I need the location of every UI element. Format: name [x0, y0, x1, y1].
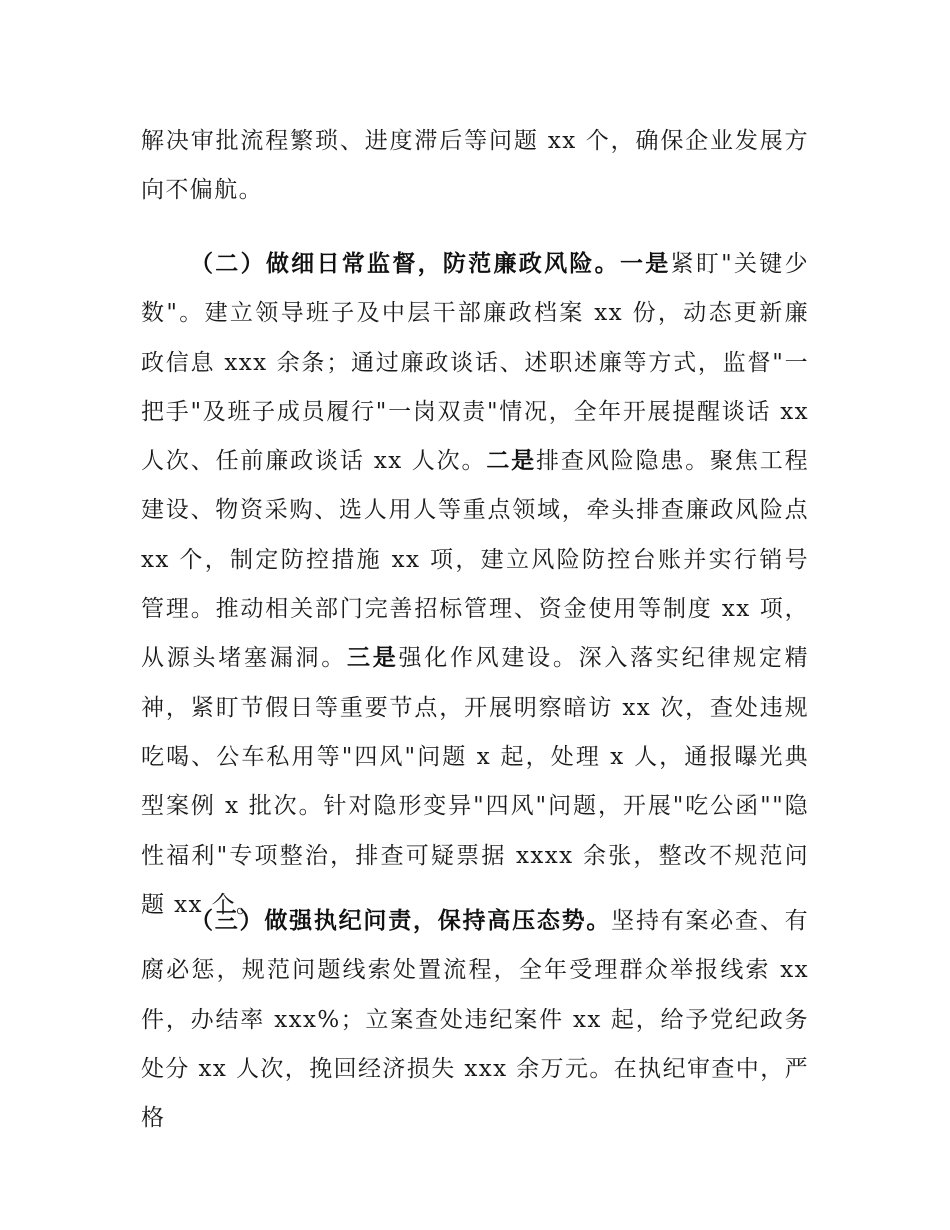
lead-first: 一是 — [619, 251, 671, 277]
section-heading-3: （三）做强执纪问责，保持高压态势。 — [190, 908, 612, 934]
paragraph-continuation — [141, 117, 809, 216]
paragraph-text-first: 紧盯"关键少数"。建立领导班子及中层干部廉政档案 xx 份，动态更新廉政信息 xxx 余条；通过廉政谈话、述职述廉等方式，监督"一把手"及班子成员履行"一岗双责"情况，全年开展提醒谈话 xx 人次、任前廉政谈话 xx 人次。 — [141, 251, 809, 475]
paragraph-text-third: 强化作风建设。深入落实纪律规定精神，紧盯节假日等重要节点，开展明察暗访 xx 次，查处违规吃喝、公车私用等"四风"问题 x 起，处理 x 人，通报曝光典型案例 x 批次。针对隐形变异"四风"问题，开展"吃公函""隐性福利"专项整治，排查可疑票据 xxxx 余张，整改不规范问题 xx 个。 — [141, 645, 809, 918]
paragraph-text: 解决审批流程繁琐、进度滞后等问题 xx 个，确保企业发展方向不偏航。 — [141, 128, 809, 204]
lead-second: 二是 — [486, 448, 537, 475]
lead-third: 三是 — [346, 645, 399, 672]
paragraph-text: 坚持有案必查、有腐必惩，规范问题线索处置流程，全年受理群众举报线索 xx 件，办结率 xxx%；立案查处违纪案件 xx 起，给予党纪政务处分 xx 人次，挽回经济损失 xxx 余万元。在执纪审查中，严格 — [141, 908, 809, 1132]
paragraph-text-second: 排查风险隐患。聚焦工程建设、物资采购、选人用人等重点领域，牵头排查廉政风险点 xx 个，制定防控措施 xx 项，建立风险防控台账并实行销号管理。推动相关部门完善招标管理、资金使用等制度 xx 项，从源头堵塞漏洞。 — [141, 448, 809, 672]
paragraph-discipline — [141, 897, 809, 1143]
paragraph-daily-supervision — [141, 240, 809, 930]
section-heading-2: （二）做细日常监督，防范廉政风险。 — [190, 251, 620, 277]
